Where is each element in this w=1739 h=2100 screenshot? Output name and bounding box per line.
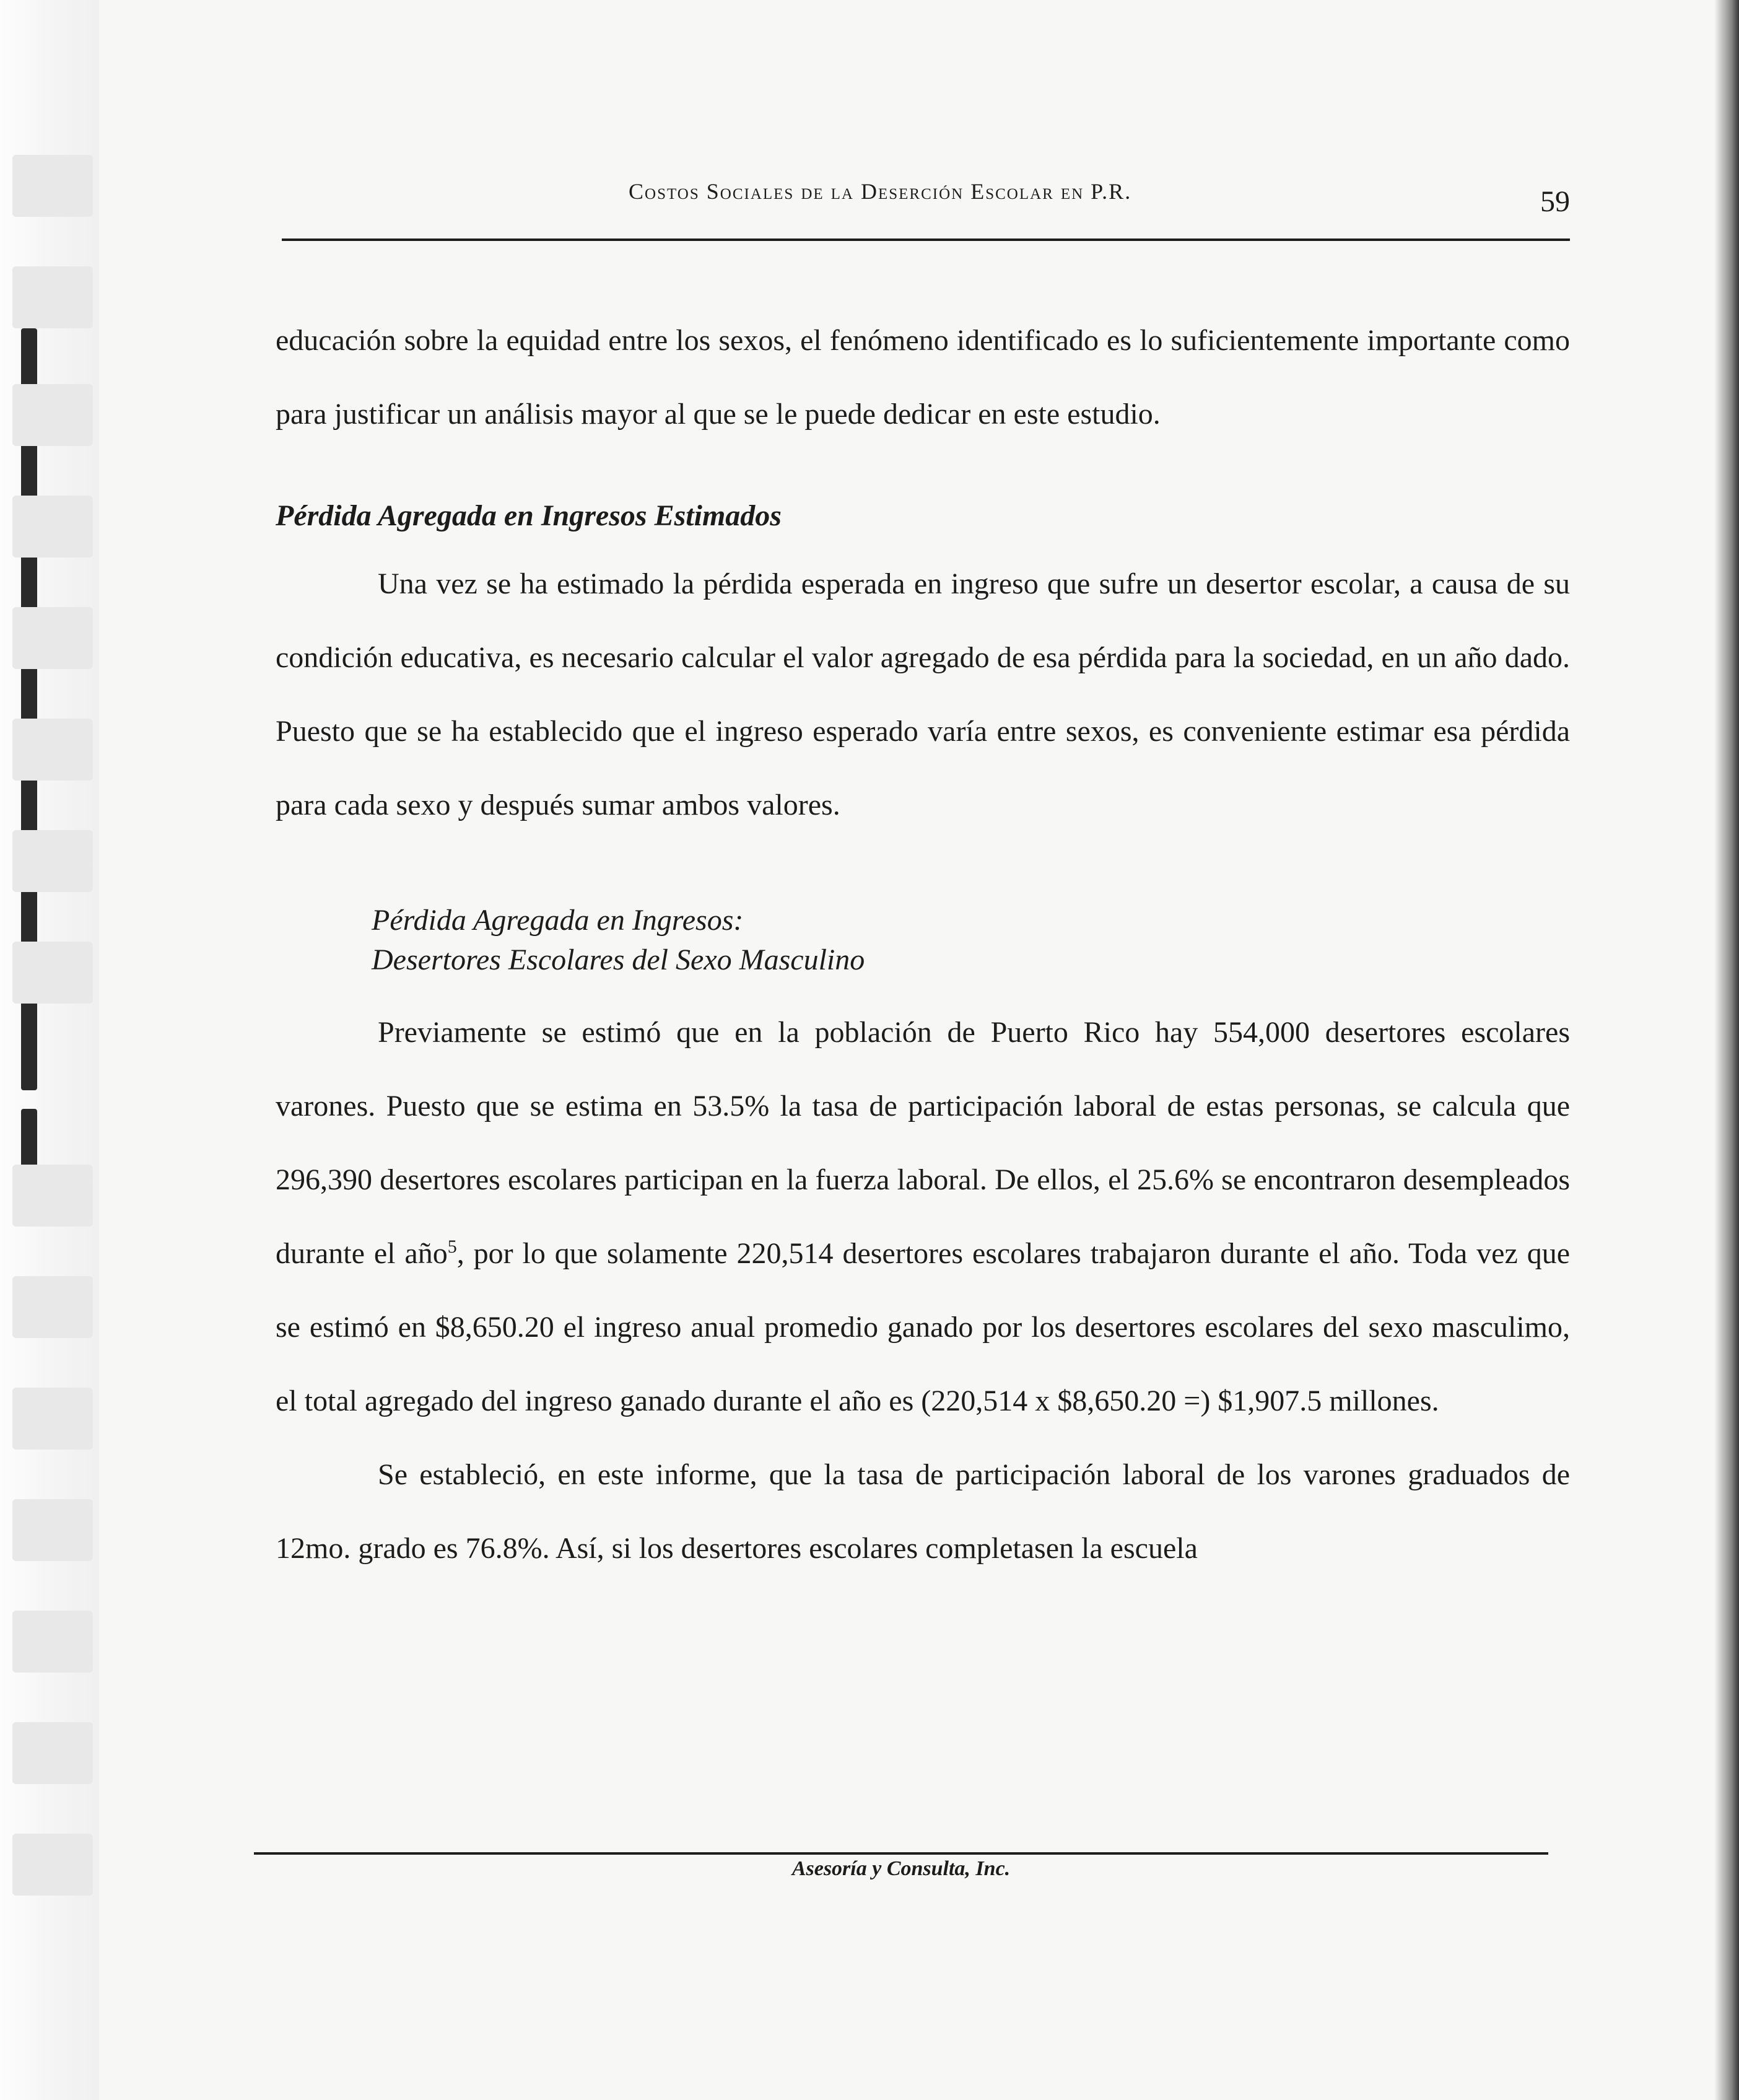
paragraph-3 <box>276 995 1570 1438</box>
subsection-heading-line-2: Desertores Escolares del Sexo Masculino <box>372 943 865 976</box>
paragraph-3-part-1: Previamente se estimó que en la población de Puerto Rico hay 554,000 desertores escolares varones. Puesto que se estima en 53.5% la tasa de participación laboral de estas personas, se calcula que 296,390 desertores escolares participan en la fuerza laboral. De ellos, el 25.6% se encontraron desempleados durante el año <box>276 1016 1570 1270</box>
subsection-heading <box>276 842 1570 995</box>
page-number: 59 <box>1540 185 1570 218</box>
header-title: Costos Sociales de la Deserción Escolar en P.R. <box>629 179 1132 204</box>
paragraph-2: Una vez se ha estimado la pérdida esperada en ingreso que sufre un desertor escolar, a causa de su condición educativa, es necesario calcular el valor agregado de esa pérdida para la sociedad, en un año dado. Puesto que se ha establecido que el ingreso esperado varía entre sexos, es conveniente estimar esa pérdida para cada sexo y después sumar ambos valores. <box>276 567 1570 821</box>
page-edge-shadow <box>1714 0 1739 2100</box>
binding-tab <box>12 1499 93 1561</box>
binding-tab <box>12 1834 93 1896</box>
paragraph-4: Se estableció, en este informe, que la tasa de participación laboral de los varones graduados de 12mo. grado es 76.8%. Así, si los desertores escolares completasen la escuela <box>276 1458 1570 1565</box>
binding-tab <box>12 942 93 1004</box>
body-text <box>276 304 1570 1585</box>
running-header <box>282 178 1570 228</box>
paragraph-3-part-2: , por lo que solamente 220,514 desertores escolares trabajaron durante el año. Toda vez que se estimó en $8,650.20 el ingreso anual promedio ganado por los desertores escolares del sexo masculimo, el total agregado del ingreso ganado durante el año es (220,514 x $8,650.20 =) $1,907.5 millones. <box>276 1237 1571 1417</box>
footer-rule <box>254 1852 1548 1855</box>
binding-tab <box>12 830 93 892</box>
spiral-binding <box>0 0 99 2100</box>
section-heading: Pérdida Agregada en Ingresos Estimados <box>276 499 782 532</box>
subsection-heading-line-1: Pérdida Agregada en Ingresos: <box>372 904 744 937</box>
footer-text: Asesoría y Consulta, Inc. <box>791 1857 1011 1880</box>
header-rule <box>282 238 1570 241</box>
binding-tab <box>12 384 93 446</box>
footnote-marker: 5 <box>447 1236 457 1257</box>
binding-tab <box>12 266 93 328</box>
paragraph-1: educación sobre la equidad entre los sexos, el fenómeno identificado es lo suficientemente importante como para justificar un análisis mayor al que se le puede dedicar en este estudio. <box>276 324 1570 431</box>
binding-tab <box>12 1165 93 1227</box>
binding-tab <box>12 1722 93 1784</box>
binding-tab <box>12 155 93 217</box>
binding-tab <box>12 719 93 781</box>
binding-hole <box>21 997 37 1090</box>
binding-tab <box>12 607 93 669</box>
binding-tab <box>12 496 93 558</box>
binding-tab <box>12 1611 93 1673</box>
binding-tab <box>12 1388 93 1450</box>
binding-tab <box>12 1276 93 1338</box>
